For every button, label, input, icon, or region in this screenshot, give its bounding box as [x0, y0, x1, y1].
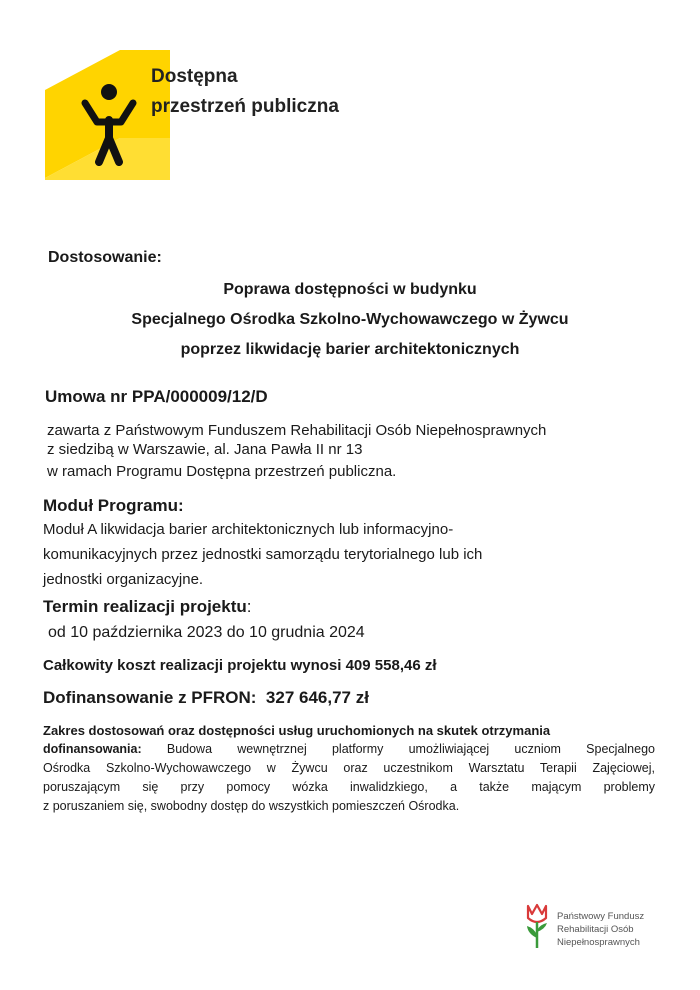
module-line1: Moduł A likwidacja barier architektonicznych lub informacyjno-: [43, 521, 454, 538]
module-line2: komunikacyjnych przez jednostki samorządu terytorialnego lub ich: [43, 546, 483, 563]
pfron-name-line1: Państwowy Fundusz: [557, 911, 645, 922]
term-heading: [43, 597, 252, 617]
scope-line1: [43, 740, 655, 759]
pfron-name-line2: Rehabilitacji Osób: [557, 924, 634, 935]
scope-line3: poruszającym się przy pomocy wózka inwalidzkiego, a także mającym problemy: [43, 780, 655, 794]
term-label: Termin realizacji projektu: [43, 597, 247, 616]
scope-line1-text: Budowa wewnętrznej platformy umożliwiającej uczniom Specjalnego: [166, 742, 655, 756]
funding-amount: 327 646,77 zł: [265, 688, 369, 707]
module-line3: jednostki organizacyjne.: [43, 571, 204, 588]
contract-line2: z siedzibą w Warszawie, al. Jana Pawła II nr 13: [47, 441, 363, 458]
total-cost: Całkowity koszt realizacji projektu wynosi 409 558,46 zł: [43, 657, 437, 674]
contract-line1: zawarta z Państwowym Funduszem Rehabilitacji Osób Niepełnosprawnych: [47, 422, 547, 439]
scope-line2: Ośrodka Szkolno-Wychowawczego w Żywcu oraz uczestnikom Warsztatu Terapii Zajęciowej,: [43, 761, 655, 775]
funding: [43, 688, 369, 708]
scope-line4: z poruszaniem się, swobodny dostęp do wszystkich pomieszczeń Ośrodka.: [43, 799, 460, 813]
term-value: od 10 października 2023 do 10 grudnia 2024: [48, 624, 365, 641]
project-title-line3: poprzez likwidację barier architektonicznych: [180, 341, 520, 358]
pfron-name-line3: Niepełnosprawnych: [557, 937, 640, 948]
pfron-tulip-icon: [522, 902, 552, 950]
project-title-line2: Specjalnego Ośrodka Szkolno-Wychowawczego w Żywcu: [131, 311, 569, 328]
logo-title-line2: przestrzeń publiczna: [151, 96, 339, 117]
contract-number: Umowa nr PPA/000009/12/D: [45, 387, 268, 406]
term-colon: :: [246, 597, 252, 616]
scope-heading-cont: dofinansowania:: [43, 742, 142, 756]
logo-title-line1: Dostępna: [151, 66, 238, 87]
funding-label: Dofinansowanie z PFRON:: [43, 688, 257, 707]
module-label: Moduł Programu:: [43, 496, 184, 515]
project-title-line1: Poprawa dostępności w budynku: [223, 281, 477, 298]
adjustment-label: Dostosowanie:: [48, 249, 162, 266]
scope-heading: Zakres dostosowań oraz dostępności usług uruchomionych na skutek otrzymania: [43, 723, 551, 738]
contract-line3: w ramach Programu Dostępna przestrzeń publiczna.: [47, 463, 397, 480]
